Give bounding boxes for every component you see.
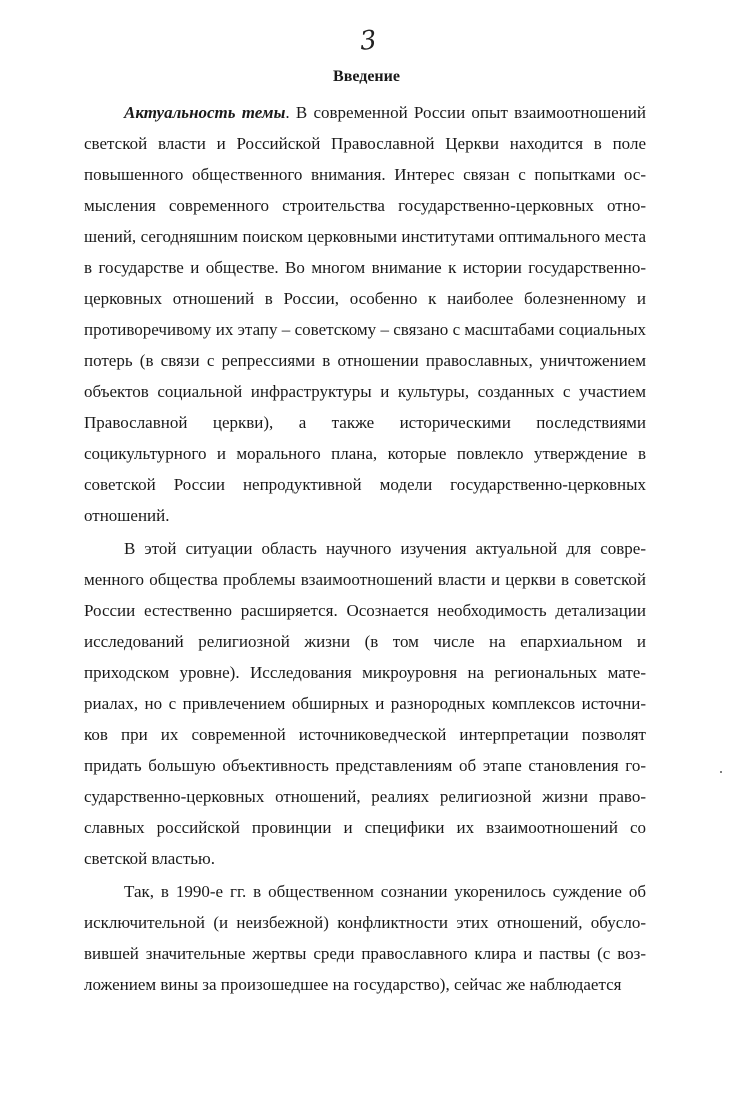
paragraph-2	[84, 533, 646, 874]
page-number: 3	[358, 25, 379, 57]
body-text	[84, 97, 646, 1000]
paragraph-text: В этой ситуации область научного изучения актуальной для современного общества проблемы взаимоотношений власти и церкви в советской России естественно расширяется. Осознается необходимость детализации исследований религиозной жизни (в том числе на епархиальном и приходском уровне). Исследования микроуровня на региональных материалах, но с привлечением обширных и разнородных комплексов источников при их современной источниковедческой интерпретации позволят придать большую объективность представлениям об этапе становления государственно-церковных отношений, реалиях религиозной жизни православных российской провинции и специфики их взаимоотношений со светской властью.	[84, 539, 646, 868]
section-heading: Введение	[333, 68, 400, 85]
paragraph-3	[84, 876, 646, 1000]
margin-mark	[720, 771, 722, 773]
paragraph-1	[84, 97, 646, 531]
paragraph-lead: Актуальность темы	[124, 103, 286, 122]
paragraph-text: Так, в 1990-е гг. в общественном сознании укоренилось суждение об исключительной (и неизбежной) конфликтности этих отношений, обусловившей значительные жертвы среди православного клира и паствы (с возложением вины за произошедшее на государство), сейчас же наблюдается	[84, 882, 646, 994]
paragraph-text: . В современной России опыт взаимоотношений светской власти и Российской Православной Церкви находится в поле повышенного общественного внимания. Интерес связан с попытками осмысления современного строительства государственно-церковных отношений, сегодняшним поиском церковными институтами оптимального места в государстве и обществе. Во многом внимание к истории государственно-церковных отношений в России, особенно к наиболее болезненному и противоречивому их этапу – советскому – связано с масштабами социальных потерь (в связи с репрессиями в отношении православных, уничтожением объектов социальной инфраструктуры и культуры, созданных с участием Православной церкви), а также историческими последствиями социкультурного и морального плана, которые повлекло утверждение в советской России непродуктивной модели государственно-церковных отношений.	[84, 103, 647, 525]
